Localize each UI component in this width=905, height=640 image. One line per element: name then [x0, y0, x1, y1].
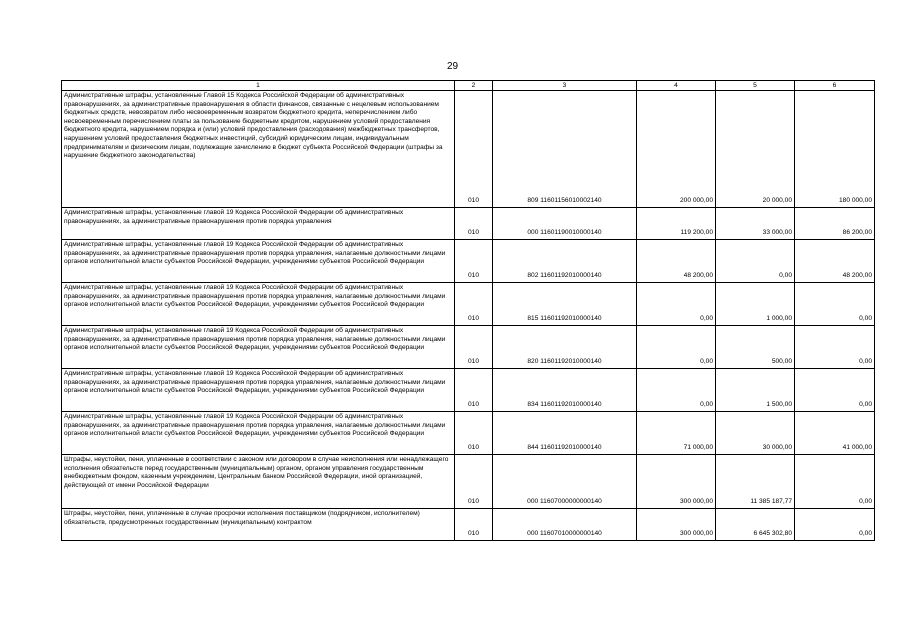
row-description: Административные штрафы, установленные Главой 15 Кодекса Российской Федерации об административных правонарушениях, за административные правонарушения в области финансов, связанные с нецелевым использованием бюджетных средств, невозвратом либо несвоевременным возвратом бюджетного кредита, неперечислением либо несвоевременным перечислением платы за пользование бюджетным кредитом, нарушением условий предоставления бюджетного кредита, нарушением порядка и (или) условий предоставления (расходования) межбюджетных трансфертов, нарушением условий предоставления бюджетных инвестиций, субсидий юридическим лицам, индивидуальным предпринимателям и физическим лицам, подлежащие зачислению в бюджет субъекта Российской Федерации (штрафы за нарушение бюджетного законодательства) [62, 91, 455, 208]
row-kbk: 815 11601192010000140 [493, 283, 637, 326]
row-kbk: 000 11607010000000140 [493, 509, 637, 541]
row-col4: 48 200,00 [637, 240, 716, 283]
header-col-2: 2 [455, 81, 493, 91]
table-row [62, 509, 875, 541]
row-col6: 41 000,00 [795, 412, 875, 455]
row-kbk: 802 11601192010000140 [493, 240, 637, 283]
row-col5: 1 000,00 [716, 283, 795, 326]
row-code: 010 [455, 412, 493, 455]
table-row [62, 412, 875, 455]
row-description: Административные штрафы, установленные главой 19 Кодекса Российской Федерации об административных правонарушениях, за административные правонарушения против порядка управления, налагаемые должностными лицами органов исполнительной власти субъектов Российской Федерации, учреждениями субъектов Российской Федерации [62, 412, 455, 455]
row-col6: 0,00 [795, 455, 875, 509]
row-col6: 0,00 [795, 326, 875, 369]
row-code: 010 [455, 509, 493, 541]
row-code: 010 [455, 283, 493, 326]
row-description: Административные штрафы, установленные главой 19 Кодекса Российской Федерации об административных правонарушениях, за административные правонарушения против порядка управления, налагаемые должностными лицами органов исполнительной власти субъектов Российской Федерации, учреждениями субъектов Российской Федерации [62, 240, 455, 283]
row-code: 010 [455, 208, 493, 240]
row-col4: 300 000,00 [637, 509, 716, 541]
row-code: 010 [455, 91, 493, 208]
row-description: Штрафы, неустойки, пени, уплаченные в соответствии с законом или договором в случае неисполнения или ненадлежащего исполнения обязательств перед государственным (муниципальным) органом, органом управления государственным внебюджетным фондом, казенным учреждением, Центральным банком Российской Федерации, иной организацией, действующей от имени Российской Федерации [62, 455, 455, 509]
row-code: 010 [455, 326, 493, 369]
row-description: Административные штрафы, установленные главой 19 Кодекса Российской Федерации об административных правонарушениях, за административные правонарушения против порядка управления, налагаемые должностными лицами органов исполнительной власти субъектов Российской Федерации, учреждениями субъектов Российской Федерации [62, 369, 455, 412]
row-col6: 0,00 [795, 509, 875, 541]
row-col5: 20 000,00 [716, 91, 795, 208]
row-code: 010 [455, 369, 493, 412]
row-col5: 30 000,00 [716, 412, 795, 455]
row-col5: 0,00 [716, 240, 795, 283]
row-col5: 1 500,00 [716, 369, 795, 412]
row-col6: 48 200,00 [795, 240, 875, 283]
row-col6: 86 200,00 [795, 208, 875, 240]
row-col4: 300 000,00 [637, 455, 716, 509]
row-col4: 119 200,00 [637, 208, 716, 240]
table-row [62, 283, 875, 326]
row-col4: 0,00 [637, 326, 716, 369]
header-col-6: 6 [795, 81, 875, 91]
row-col4: 0,00 [637, 283, 716, 326]
row-col5: 33 000,00 [716, 208, 795, 240]
row-code: 010 [455, 455, 493, 509]
row-kbk: 834 11601192010000140 [493, 369, 637, 412]
table-row [62, 91, 875, 208]
row-col4: 200 000,00 [637, 91, 716, 208]
row-kbk: 820 11601192010000140 [493, 326, 637, 369]
row-col5: 11 385 187,77 [716, 455, 795, 509]
row-col6: 180 000,00 [795, 91, 875, 208]
table-row [62, 455, 875, 509]
header-col-3: 3 [493, 81, 637, 91]
row-col5: 500,00 [716, 326, 795, 369]
table-row [62, 208, 875, 240]
row-description: Административные штрафы, установленные главой 19 Кодекса Российской Федерации об административных правонарушениях, за административные правонарушения против порядка управления [62, 208, 455, 240]
row-kbk: 000 11607000000000140 [493, 455, 637, 509]
row-description: Административные штрафы, установленные главой 19 Кодекса Российской Федерации об административных правонарушениях, за административные правонарушения против порядка управления, налагаемые должностными лицами органов исполнительной власти субъектов Российской Федерации, учреждениями субъектов Российской Федерации [62, 326, 455, 369]
header-col-5: 5 [716, 81, 795, 91]
budget-table [61, 80, 875, 541]
table-row [62, 369, 875, 412]
row-description: Штрафы, неустойки, пени, уплаченные в случае просрочки исполнения поставщиком (подрядчиком, исполнителем) обязательств, предусмотренных государственным (муниципальным) контрактом [62, 509, 455, 541]
row-description: Административные штрафы, установленные главой 19 Кодекса Российской Федерации об административных правонарушениях, за административные правонарушения против порядка управления, налагаемые должностными лицами органов исполнительной власти субъектов Российской Федерации, учреждениями субъектов Российской Федерации [62, 283, 455, 326]
header-col-4: 4 [637, 81, 716, 91]
page-number: 29 [446, 61, 459, 72]
row-col4: 71 000,00 [637, 412, 716, 455]
row-code: 010 [455, 240, 493, 283]
header-row [62, 81, 875, 91]
row-col6: 0,00 [795, 369, 875, 412]
header-col-1: 1 [62, 81, 455, 91]
row-kbk: 844 11601192010000140 [493, 412, 637, 455]
row-kbk: 809 11601156010002140 [493, 91, 637, 208]
row-col5: 6 645 302,80 [716, 509, 795, 541]
row-col4: 0,00 [637, 369, 716, 412]
row-col6: 0,00 [795, 283, 875, 326]
row-kbk: 000 11601190010000140 [493, 208, 637, 240]
table-row [62, 240, 875, 283]
table-row [62, 326, 875, 369]
